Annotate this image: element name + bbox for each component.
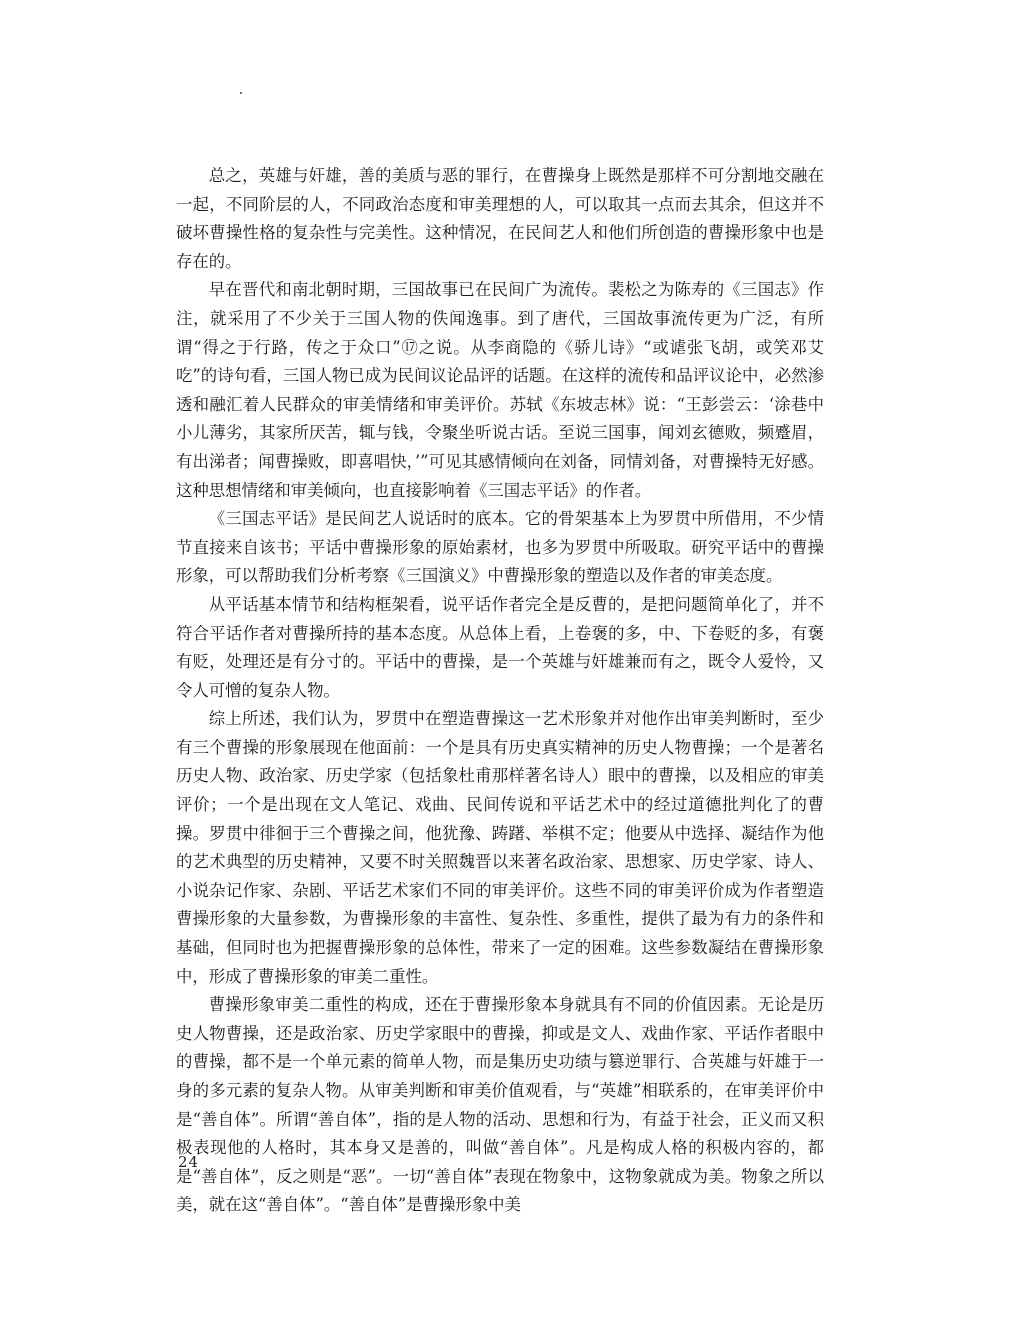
- paragraph-2: 早在晋代和南北朝时期，三国故事已在民间广为流传。裴松之为陈寿的《三国志》作注，就采用了不少关于三国人物的佚闻逸事。到了唐代，三国故事流传更为广泛，有所谓“得之于行路，传之于众口”⑰之说。从李商隐的《骄儿诗》“或谑张飞胡，或笑邓艾吃”的诗句看，三国人物已成为民间议论品评的话题。在这样的流传和品评议论中，必然渗透和融汇着人民群众的审美情绪和审美评价。苏轼《东坡志林》说：“王彭尝云：‘涂巷中小儿薄劣，其家所厌苦，辄与钱，令聚坐听说古话。至说三国事，闻刘玄德败，频蹙眉，有出涕者；闻曹操败，即喜唱快，’”可见其感情倾向在刘备，同情刘备，对曹操特无好感。这种思想情绪和审美倾向，也直接影响着《三国志平话》的作者。: [176, 280, 824, 500]
- page-number: 24: [178, 1153, 200, 1171]
- body-text: [176, 162, 824, 1220]
- paragraph-3: 《三国志平话》是民间艺人说话时的底本。它的骨架基本上为罗贯中所借用，不少情节直接来自该书；平话中曹操形象的原始素材，也多为罗贯中所吸取。研究平话中的曹操形象，可以帮助我们分析考察《三国演义》中曹操形象的塑造以及作者的审美态度。: [176, 509, 824, 586]
- paragraph-1: 总之，英雄与奸雄，善的美质与恶的罪行，在曹操身上既然是那样不可分割地交融在一起，不同阶层的人，不同政治态度和审美理想的人，可以取其一点而去其余，但这并不破坏曹操性格的复杂性与完美性。这种情况，在民间艺人和他们所创造的曹操形象中也是存在的。: [176, 166, 824, 271]
- paragraph-4: 从平话基本情节和结构框架看，说平话作者完全是反曹的，是把问题简单化了，并不符合平话作者对曹操所持的基本态度。从总体上看，上卷褒的多，中、下卷贬的多，有褒有贬，处理还是有分寸的。平话中的曹操，是一个英雄与奸雄兼而有之，既令人爱怜，又令人可憎的复杂人物。: [176, 594, 824, 700]
- paragraph-6: 曹操形象审美二重性的构成，还在于曹操形象本身就具有不同的价值因素。无论是历史人物曹操，还是政治家、历史学家眼中的曹操，抑或是文人、戏曲作家、平话作者眼中的曹操，都不是一个单元素的简单人物，而是集历史功绩与篡逆罪行、合英雄与奸雄于一身的多元素的复杂人物。从审美判断和审美价值观看，与“英雄”相联系的，在审美评价中是“善自体”。所谓“善自体”，指的是人物的活动、思想和行为，有益于社会，正义而又积极表现他的人格时，其本身又是善的，叫做“善自体”。凡是构成人格的积极内容的，都是“善自体”，反之则是“恶”。一切“善自体”表现在物象中，这物象就成为美。物象之所以美，就在这“善自体”。“善自体”是曹操形象中美: [176, 995, 824, 1215]
- paragraph-5: 综上所述，我们认为，罗贯中在塑造曹操这一艺术形象并对他作出审美判断时，至少有三个曹操的形象展现在他面前：一个是具有历史真实精神的历史人物曹操；一个是著名历史人物、政治家、历史学家（包括象杜甫那样著名诗人）眼中的曹操，以及相应的审美评价；一个是出现在文人笔记、戏曲、民间传说和平话艺术中的经过道德批判化了的曹操。罗贯中徘徊于三个曹操之间，他犹豫、踌躇、举棋不定；他要从中选择、凝结作为他的艺术典型的历史精神，又要不时关照魏晋以来著名政治家、思想家、历史学家、诗人、小说杂记作家、杂剧、平话艺术家们不同的审美评价。这些不同的审美评价成为作者塑造曹操形象的大量参数，为曹操形象的丰富性、复杂性、多重性，提供了最为有力的条件和基础，但同时也为把握曹操形象的总体性，带来了一定的困难。这些参数凝结在曹操形象中，形成了曹操形象的审美二重性。: [176, 709, 824, 986]
- scan-speck: [240, 92, 242, 94]
